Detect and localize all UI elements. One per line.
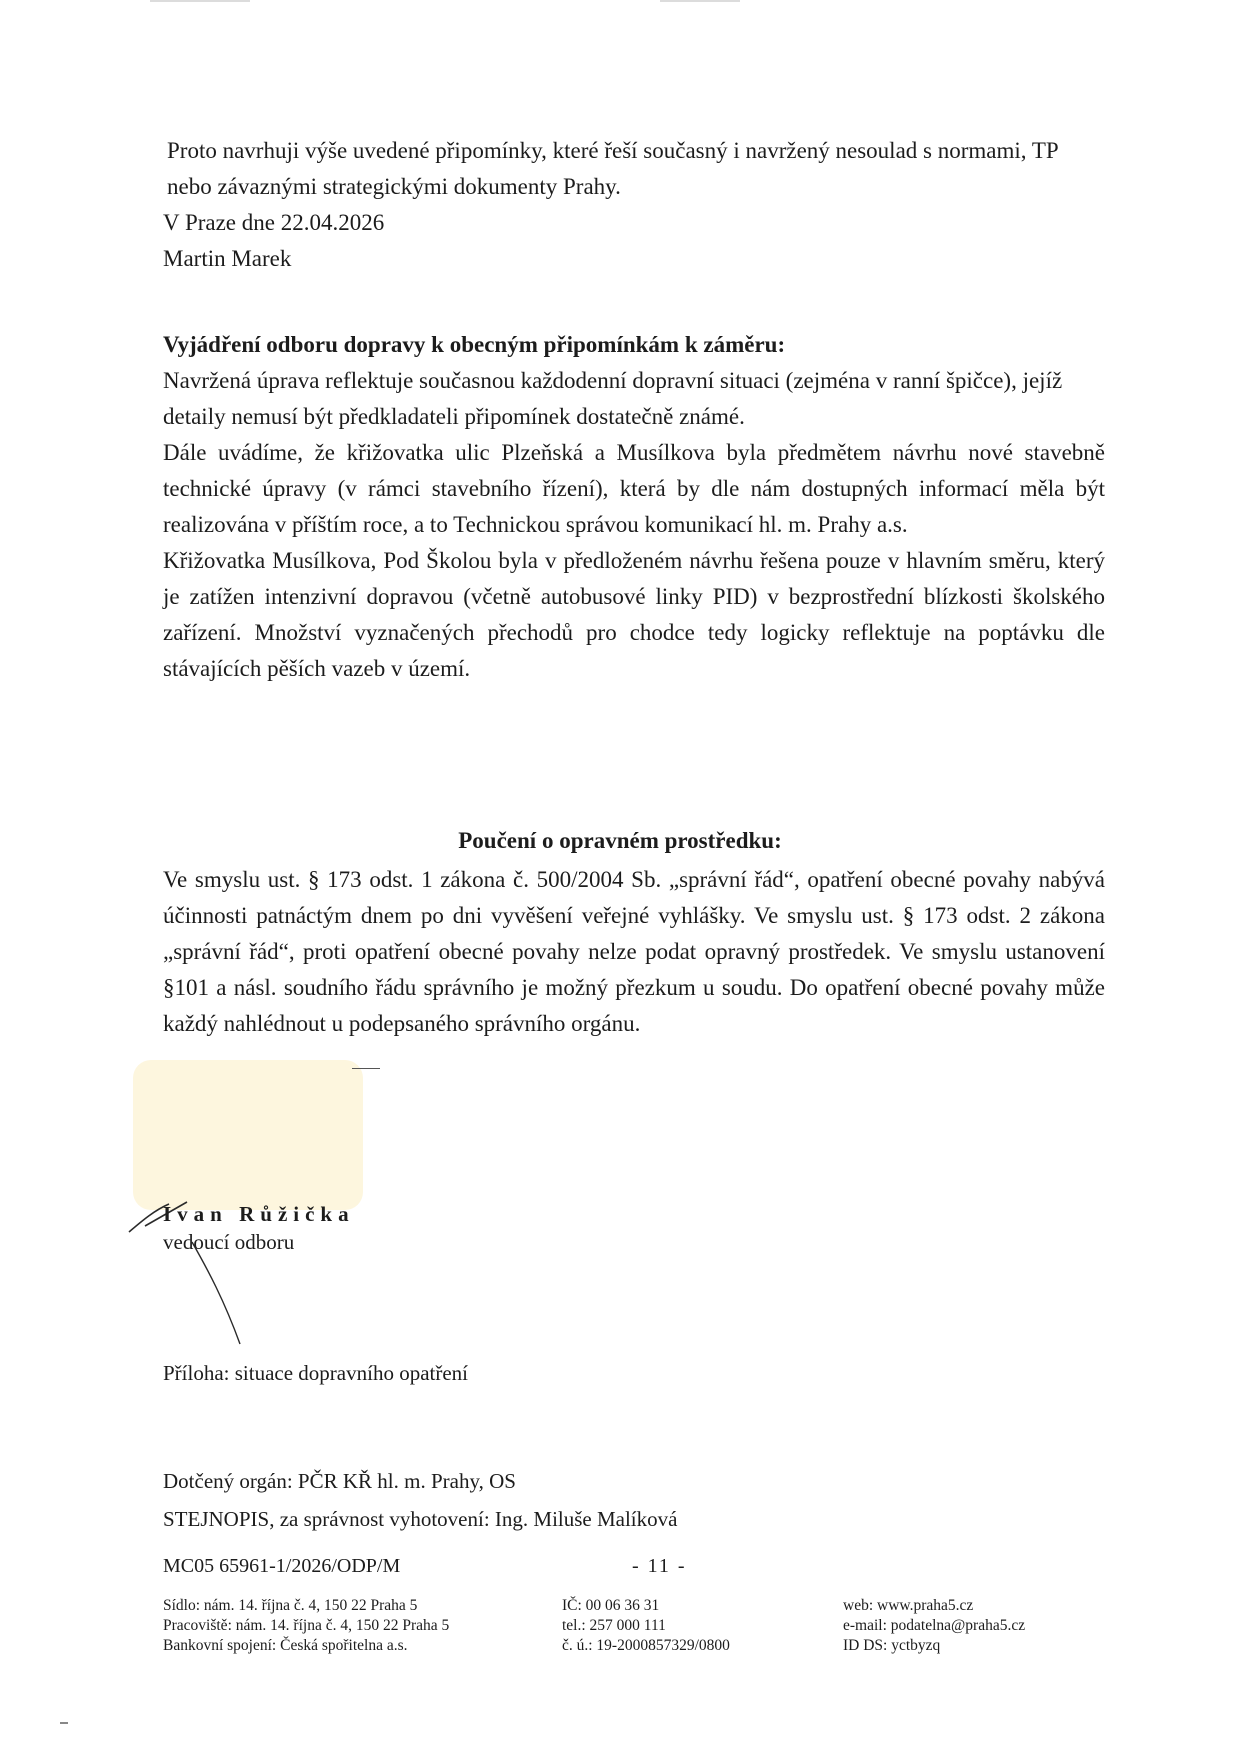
author-name: Martin Marek: [163, 246, 292, 271]
footer-line: ID DS: yctbyzq: [843, 1637, 941, 1654]
statement-paragraph-1: Navržená úprava reflektuje současnou každodenní dopravní situaci (zejména v ranní špičce), jejíž detaily nemusí být předkladateli připomínek dostatečně známé.: [163, 368, 1063, 429]
intro-block: [163, 133, 1105, 277]
intro-paragraph: Proto navrhuji výše uvedené připomínky, které řeší současný i navržený nesoulad s normami, TP nebo závaznými strategickými dokumenty Prahy.: [167, 138, 1058, 199]
scan-artifact-top: [150, 0, 250, 2]
footer-address: [163, 1596, 449, 1656]
footer-ids: [562, 1596, 730, 1656]
footer-line: Bankovní spojení: Česká spořitelna a.s.: [163, 1637, 408, 1654]
footer-line: č. ú.: 19-2000857329/0800: [562, 1637, 730, 1654]
attachment-line: Příloha: situace dopravního opatření: [163, 1361, 469, 1385]
recipients-block: [163, 1462, 677, 1538]
scan-artifact-top-right: [660, 0, 740, 2]
signer-role: vedoucí odboru: [163, 1230, 295, 1254]
date-line: V Praze dne 22.04.2026: [163, 210, 385, 235]
statement-paragraph-2: Dále uvádíme, že křižovatka ulic Plzeňská a Musílkova byla předmětem návrhu nové stavebně technické úpravy (v rámci stavebního řízení), která by dle nám dostupných informací měla být realizována v příštím roce, a to Technickou správou komunikací hl. m. Prahy a.s.: [163, 440, 1105, 537]
footer-line: web: www.praha5.cz: [843, 1597, 974, 1614]
footer-contacts: [843, 1596, 1025, 1656]
signer-name: Ivan Růžička: [163, 1202, 355, 1226]
department-statement: [163, 327, 1105, 687]
official-stamp: [133, 1060, 363, 1210]
footer-line: Pracoviště: nám. 14. října č. 4, 150 22 Praha 5: [163, 1617, 450, 1634]
signature-line: [190, 1240, 250, 1350]
remedy-block: [163, 862, 1105, 1042]
page-number: - 11 -: [632, 1555, 687, 1577]
stamp-mark: [352, 1068, 380, 1069]
remedy-heading: Poučení o opravném prostředku:: [458, 828, 782, 853]
statement-heading: Vyjádření odboru dopravy k obecným připomínkám k záměru:: [163, 332, 786, 357]
document-reference: MC05 65961-1/2026/ODP/M: [163, 1555, 401, 1577]
footer-line: Sídlo: nám. 14. října č. 4, 150 22 Praha 5: [163, 1597, 418, 1614]
footer-line: IČ: 00 06 36 31: [562, 1597, 660, 1614]
scan-artifact-bottom: [60, 1722, 68, 1724]
statement-paragraph-3: Křižovatka Musílkova, Pod Školou byla v předloženém návrhu řešena pouze v hlavním směru, který je zatížen intenzivní dopravou (včetně autobusové linky PID) v bezprostřední blízkosti školského zařízení. Množství vyznačených přechodů pro chodce tedy logicky reflektuje na poptávku dle stávajících pěších vazeb v území.: [163, 548, 1105, 681]
footer-line: tel.: 257 000 111: [562, 1617, 666, 1634]
affected-authority: Dotčený orgán: PČR KŘ hl. m. Prahy, OS: [163, 1469, 516, 1493]
remedy-paragraph: Ve smyslu ust. § 173 odst. 1 zákona č. 500/2004 Sb. „správní řád“, opatření obecné povahy nabývá účinnosti patnáctým dnem po dni vyvěšení veřejné vyhlášky. Ve smyslu ust. § 173 odst. 2 zákona „správní řád“, proti opatření obecné povahy nelze podat opravný prostředek. Ve smyslu ustanovení §101 a násl. soudního řádu správního je možný přezkum u soudu. Do opatření obecné povahy může každý nahlédnout u podepsaného správního orgánu.: [163, 867, 1105, 1036]
copy-certification: STEJNOPIS, za správnost vyhotovení: Ing. Miluše Malíková: [163, 1507, 678, 1531]
footer-line: e-mail: podatelna@praha5.cz: [843, 1617, 1026, 1634]
